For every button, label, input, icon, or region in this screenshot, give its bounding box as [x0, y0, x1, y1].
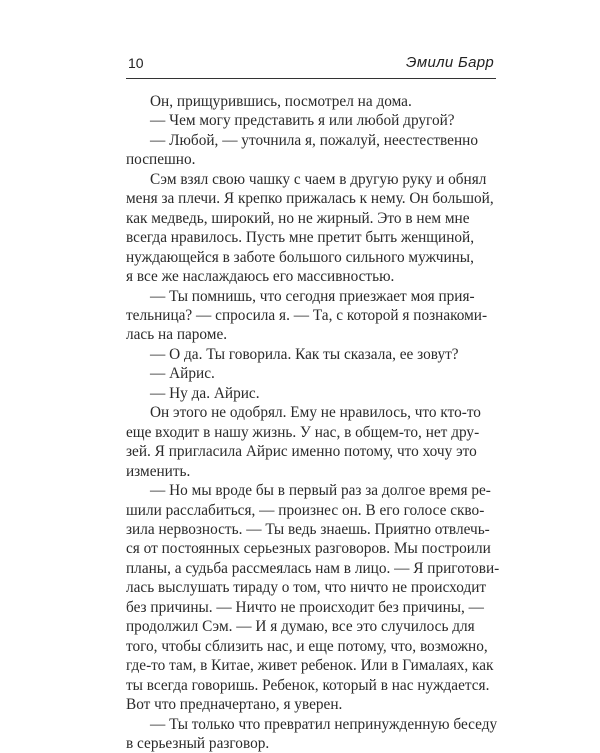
running-title: Эмили Барр [406, 54, 494, 71]
text-line: — Но мы вроде бы в первый раз за долгое время ре- [126, 481, 496, 500]
page-number: 10 [128, 55, 144, 71]
paragraph [126, 131, 496, 170]
paragraph [126, 384, 496, 403]
paragraph [126, 287, 496, 345]
text-line: всегда нравилось. Пусть мне претит быть женщиной, [126, 228, 496, 247]
text-line: без причины. — Ничто не происходит без причины, — [126, 598, 496, 617]
text-line: того, чтобы сблизить нас, и еще потому, что, возможно, [126, 637, 496, 656]
paragraph [126, 170, 496, 287]
text-line: нуждающейся в заботе большого сильного мужчины, [126, 248, 496, 267]
text-line: тельница? — спросила я. — Та, с которой я познакоми- [126, 306, 496, 325]
paragraph [126, 345, 496, 364]
text-line: планы, а судьба рассмеялась нам в лицо. — Я приготови- [126, 559, 496, 578]
text-line: Он этого не одобрял. Ему не нравилось, что кто-то [126, 403, 496, 422]
text-line: Сэм взял свою чашку с чаем в другую руку и обнял [126, 170, 496, 189]
paragraph [126, 403, 496, 481]
paragraph [126, 715, 496, 753]
text-line: — Айрис. [126, 364, 496, 383]
text-line: ты всегда говоришь. Ребенок, который в нас нуждается. [126, 676, 496, 695]
text-line: изменить. [126, 462, 496, 481]
text-line: Он, прищурившись, посмотрел на дома. [126, 92, 496, 111]
text-line: ся от постоянных серьезных разговоров. Мы построили [126, 539, 496, 558]
body-text [126, 92, 496, 753]
text-line: — Ты помнишь, что сегодня приезжает моя прия- [126, 287, 496, 306]
text-line: — Ты только что превратил непринужденную беседу [126, 715, 496, 734]
text-line: в серьезный разговор. [126, 734, 496, 753]
text-line: Вот что предначертано, я уверен. [126, 695, 496, 714]
text-line: — Чем могу представить я или любой другой? [126, 111, 496, 130]
text-line: продолжил Сэм. — И я думаю, все это случилось для [126, 617, 496, 636]
running-header [126, 52, 496, 79]
text-line: — О да. Ты говорила. Как ты сказала, ее зовут? [126, 345, 496, 364]
text-line: я все же наслаждаюсь его массивностью. [126, 267, 496, 286]
paragraph [126, 364, 496, 383]
text-line: лась выслушать тираду о том, что ничто не происходит [126, 578, 496, 597]
text-line: зей. Я пригласила Айрис именно потому, что хочу это [126, 442, 496, 461]
paragraph [126, 92, 496, 111]
text-line: — Ну да. Айрис. [126, 384, 496, 403]
text-line: еще входит в нашу жизнь. У нас, в общем-то, нет дру- [126, 423, 496, 442]
text-line: поспешно. [126, 150, 496, 169]
text-line: как медведь, широкий, но не жирный. Это в нем мне [126, 209, 496, 228]
text-line: зила нервозность. — Ты ведь знаешь. Приятно отвлечь- [126, 520, 496, 539]
paragraph [126, 481, 496, 714]
paragraph [126, 111, 496, 130]
text-line: меня за плечи. Я крепко прижалась к нему. Он большой, [126, 189, 496, 208]
text-line: шили расслабиться, — произнес он. В его голосе скво- [126, 501, 496, 520]
text-line: — Любой, — уточнила я, пожалуй, неестественно [126, 131, 496, 150]
text-line: где-то там, в Китае, живет ребенок. Или в Гималаях, как [126, 656, 496, 675]
text-line: лась на пароме. [126, 325, 496, 344]
